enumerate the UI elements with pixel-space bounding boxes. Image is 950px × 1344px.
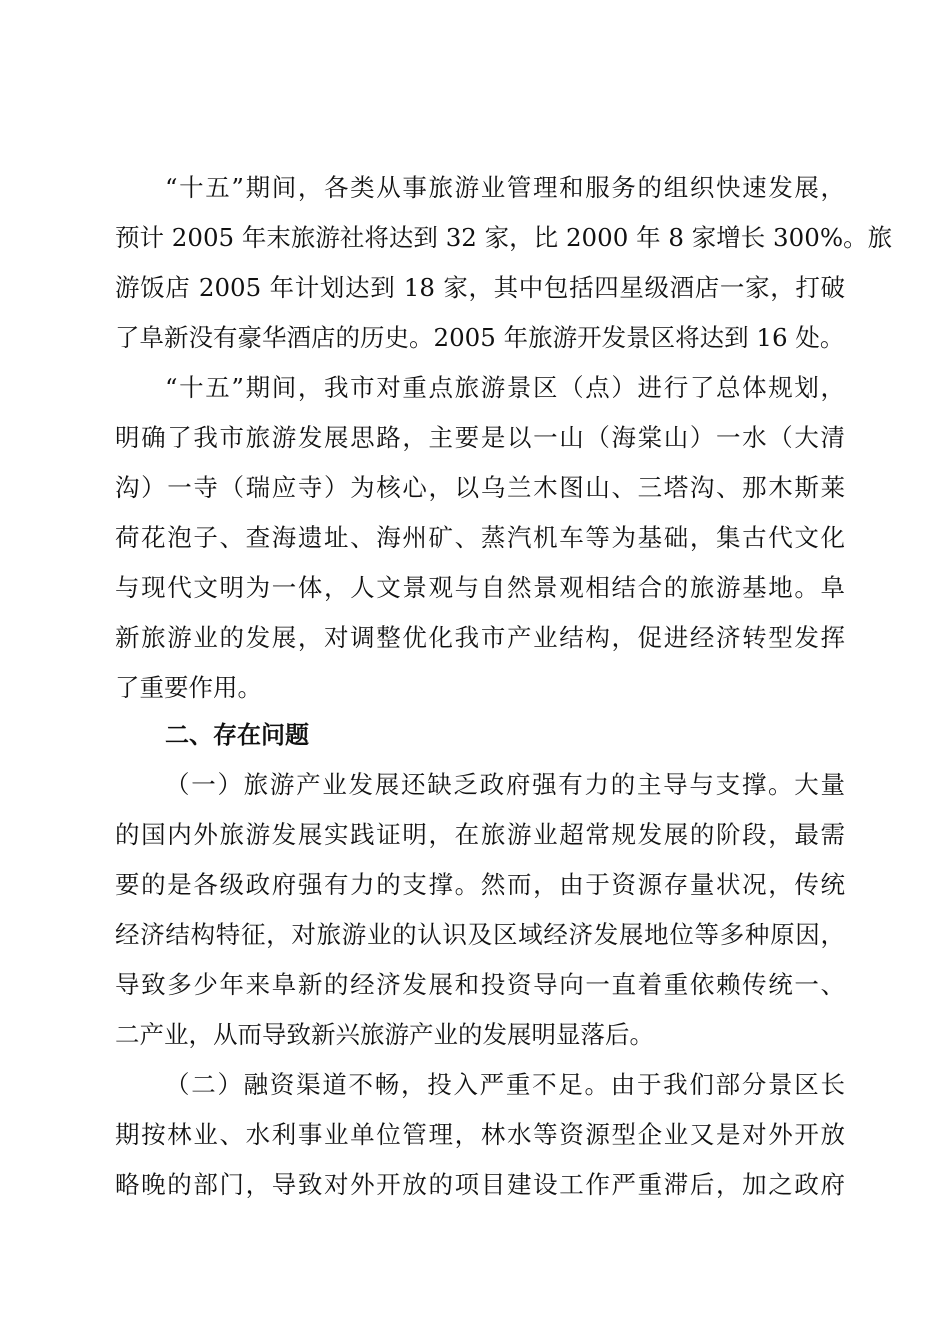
para3-line-2: 的国内外旅游发展实践证明，在旅游业超常规发展的阶段，最需 [115, 820, 845, 849]
para4-line-2: 期按林业、水利事业单位管理，林水等资源型企业又是对外开放 [115, 1120, 845, 1149]
para1-line-4: 了阜新没有豪华酒店的历史。2005 年旅游开发景区将达到 16 处。 [115, 323, 845, 352]
para2-line-4: 荷花泡子、查海遗址、海州矿、蒸汽机车等为基础，集古代文化 [115, 523, 845, 552]
para4-line-1: （二）融资渠道不畅，投入严重不足。由于我们部分景区长 [165, 1070, 845, 1099]
para3-line-5: 导致多少年来阜新的经济发展和投资导向一直着重依赖传统一、 [115, 970, 845, 999]
section-heading: 二、存在问题 [165, 721, 309, 749]
para2-line-6: 新旅游业的发展，对调整优化我市产业结构，促进经济转型发挥 [115, 623, 845, 652]
para2-line-1: “十五”期间，我市对重点旅游景区（点）进行了总体规划， [165, 373, 845, 402]
para3-line-4: 经济结构特征，对旅游业的认识及区域经济发展地位等多种原因， [115, 920, 845, 949]
para4-line-3: 略晚的部门，导致对外开放的项目建设工作严重滞后，加之政府 [115, 1170, 845, 1199]
para3-line-6: 二产业，从而导致新兴旅游产业的发展明显落后。 [115, 1020, 654, 1049]
para2-line-7: 了重要作用。 [115, 673, 262, 702]
para1-line-1: “十五”期间，各类从事旅游业管理和服务的组织快速发展， [165, 173, 845, 202]
para3-line-1: （一）旅游产业发展还缺乏政府强有力的主导与支撑。大量 [165, 770, 845, 799]
para1-line-2: 预计 2005 年末旅游社将达到 32 家，比 2000 年 8 家增长 300%。旅 [115, 223, 893, 252]
para2-line-5: 与现代文明为一体，人文景观与自然景观相结合的旅游基地。阜 [115, 573, 845, 602]
para3-line-3: 要的是各级政府强有力的支撑。然而，由于资源存量状况，传统 [115, 870, 845, 899]
para2-line-2: 明确了我市旅游发展思路，主要是以一山（海棠山）一水（大清 [115, 423, 845, 452]
para2-line-3: 沟）一寺（瑞应寺）为核心，以乌兰木图山、三塔沟、那木斯莱 [115, 473, 845, 502]
para1-line-3: 游饭店 2005 年计划达到 18 家，其中包括四星级酒店一家，打破 [115, 273, 845, 302]
